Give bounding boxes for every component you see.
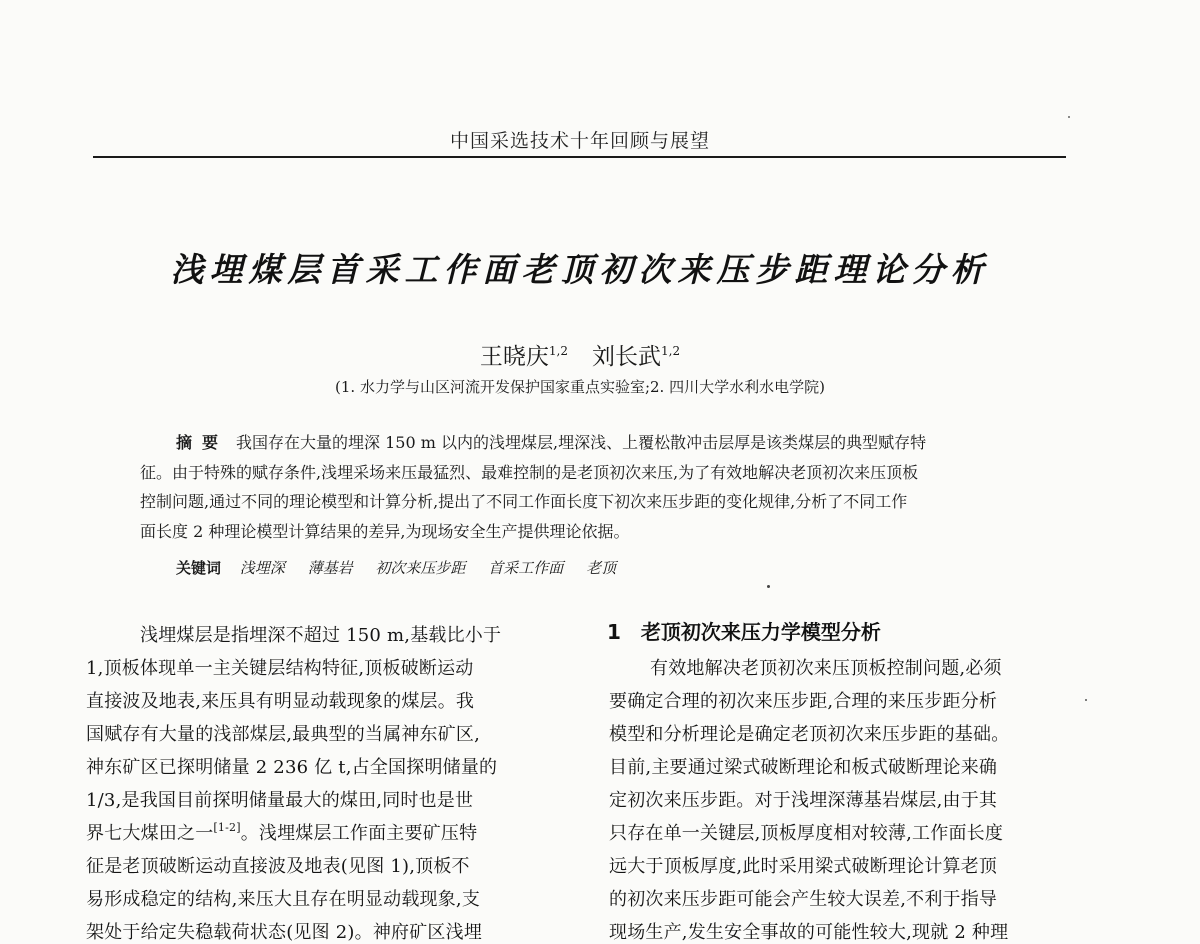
- body-line: 现场生产,发生安全事故的可能性较大,现就 2 种理: [609, 922, 1009, 943]
- affiliation: (1. 水力学与山区河流开发保护国家重点实验室;2. 四川大学水利水电学院): [335, 378, 825, 396]
- body-line: 远大于顶板厚度,此时采用梁式破断理论计算老顶: [609, 856, 998, 877]
- body-line: 浅埋煤层是指埋深不超过 150 m,基载比小于: [140, 625, 502, 646]
- body-line: 征是老顶破断运动直接波及地表(见图 1),顶板不: [86, 856, 470, 877]
- paper-title: 浅埋煤层首采工作面老顶初次来压步距理论分析: [170, 250, 990, 289]
- section-heading: [607, 616, 881, 645]
- keyword: 首采工作面: [488, 559, 564, 577]
- author-line: [0, 338, 1160, 371]
- abstract-line: 摘要 我国存在大量的埋深 150 m 以内的浅埋煤层,埋深浅、上覆松散冲击层厚是该类煤层的典型赋存特: [176, 433, 927, 452]
- body-line: 1/3,是我国目前探明储量最大的煤田,同时也是世: [86, 790, 474, 811]
- abstract-line: 控制问题,通过不同的理论模型和计算分析,提出了不同工作面长度下初次来压步距的变化规律,分析了不同工作: [140, 492, 908, 511]
- section-title: 老顶初次来压力学模型分析: [640, 620, 881, 644]
- author-affiliation-mark: 1,2: [548, 344, 568, 358]
- abstract: [140, 428, 1030, 546]
- keyword: 初次来压步距: [375, 559, 466, 577]
- scan-speck: [1085, 699, 1087, 701]
- keyword: 薄基岩: [307, 559, 353, 577]
- body-line: 模型和分析理论是确定老顶初次来压步距的基础。: [609, 724, 1010, 745]
- author-name: 王晓庆: [479, 344, 549, 370]
- running-head: 中国采选技术十年回顾与展望: [449, 130, 710, 152]
- keyword: 老顶: [585, 559, 616, 577]
- body-line: 架处于给定失稳载荷状态(见图 2)。神府矿区浅埋: [86, 922, 483, 943]
- body-line: 要确定合理的初次来压步距,合理的来压步距分析: [609, 691, 998, 712]
- body-line: 定初次来压步距。对于浅埋深薄基岩煤层,由于其: [609, 790, 998, 811]
- body-line: 界七大煤田之一[1-2]。浅埋煤层工作面主要矿压特: [86, 821, 478, 844]
- header-rule: [93, 156, 1066, 158]
- body-line: 神东矿区已探明储量 2 236 亿 t,占全国探明储量的: [86, 757, 498, 778]
- body-line: 1,顶板体现单一主关键层结构特征,顶板破断运动: [86, 658, 474, 679]
- body-line: 的初次来压步距可能会产生较大误差,不利于指导: [609, 889, 998, 910]
- scan-speck: [767, 585, 770, 588]
- keywords: [176, 557, 1036, 578]
- abstract-label: 摘要: [176, 433, 229, 452]
- body-line: 直接波及地表,来压具有明显动载现象的煤层。我: [86, 691, 475, 712]
- section-number: 1: [607, 620, 621, 644]
- body-line: 只存在单一关键层,顶板厚度相对较薄,工作面长度: [609, 823, 1004, 844]
- author-affiliation-mark: 1,2: [661, 344, 681, 358]
- author-name: 刘长武: [592, 344, 661, 370]
- abstract-line: 面长度 2 种理论模型计算结果的差异,为现场安全生产提供理论依据。: [140, 521, 630, 541]
- abstract-line: 征。由于特殊的赋存条件,浅埋采场来压最猛烈、最难控制的是老顶初次来压,为了有效地解决老顶初次来压顶板: [140, 462, 919, 482]
- citation-mark: [1-2]: [213, 821, 241, 834]
- scan-speck: [1068, 116, 1070, 118]
- body-line: 目前,主要通过梁式破断理论和板式破断理论来确: [609, 757, 998, 778]
- body-line: 有效地解决老顶初次来压顶板控制问题,必须: [650, 658, 1002, 679]
- body-line: 易形成稳定的结构,来压大且存在明显动载现象,支: [86, 889, 481, 910]
- keyword: 浅埋深: [239, 559, 285, 577]
- body-line: 国赋存有大量的浅部煤层,最典型的当属神东矿区,: [86, 724, 481, 745]
- keywords-label: 关键词: [176, 559, 222, 577]
